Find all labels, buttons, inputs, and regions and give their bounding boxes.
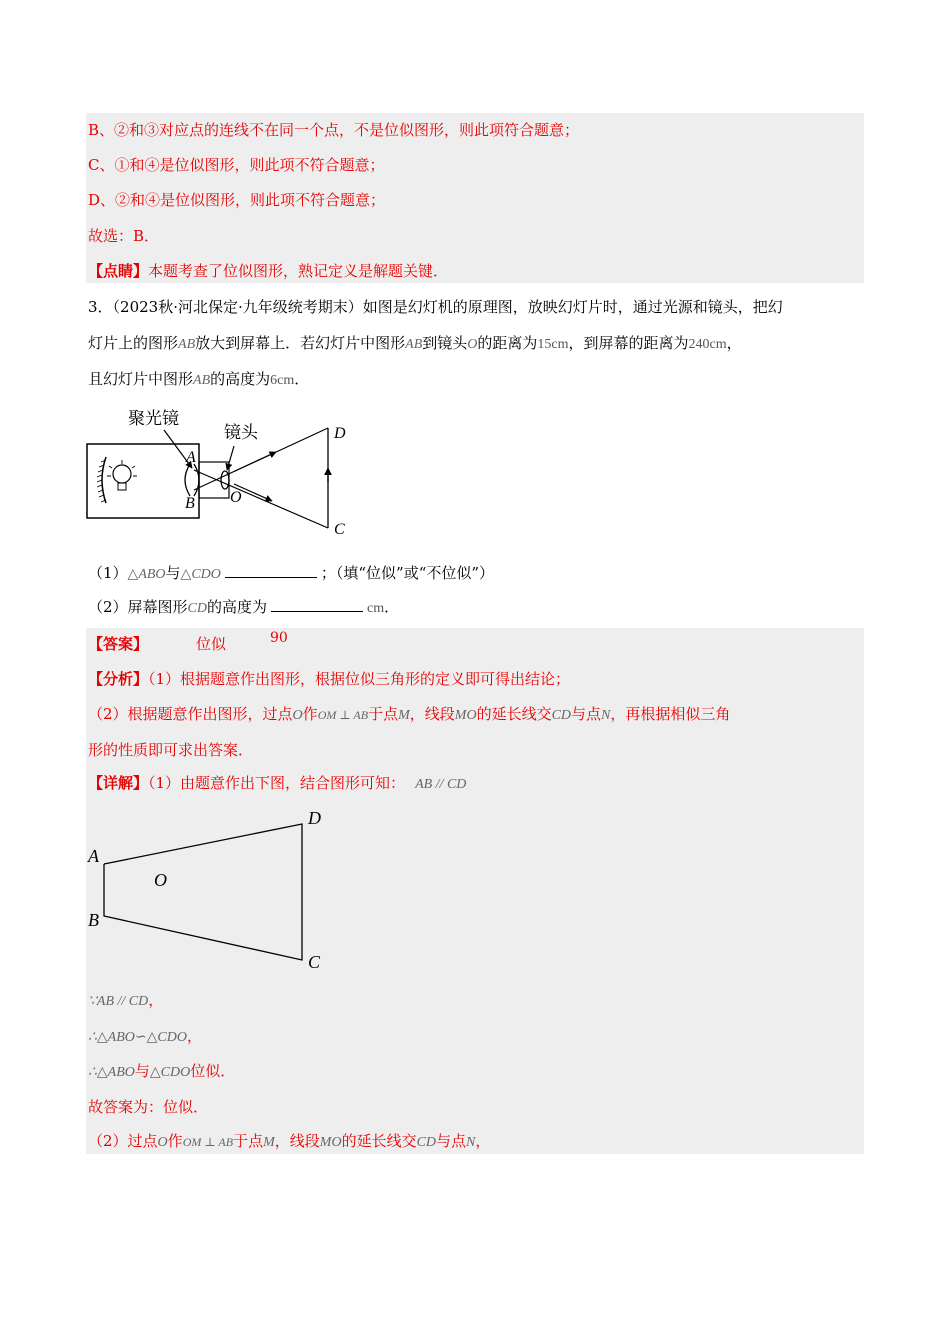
math-mo: MO: [319, 1135, 342, 1150]
ray-a-c: [194, 470, 328, 528]
a-text: ，线段: [409, 705, 455, 723]
math-o: O: [292, 708, 303, 723]
proof-line-1: [88, 990, 163, 1012]
proof-line-3: [88, 1061, 235, 1083]
math-m: M: [263, 1135, 275, 1150]
point-a: A: [186, 449, 196, 466]
math-om-perp-ab: OM ⊥ AB: [182, 1135, 234, 1149]
arrow-head-upper: [234, 452, 276, 472]
question-source: （2023秋·河北保定·九年级统考期末）: [112, 298, 363, 316]
proof-line-2: [88, 1026, 202, 1048]
point-c: C: [308, 952, 321, 972]
a-text: ，再根据相似三角: [610, 705, 731, 723]
condenser-lens: [185, 464, 199, 496]
p-text: 与: [134, 1062, 150, 1080]
question-number: 3．: [88, 298, 113, 316]
a-text: 作: [302, 705, 318, 723]
math-o: O: [157, 1135, 168, 1150]
q-text: 与: [165, 564, 181, 582]
answer-blank-1[interactable]: [225, 563, 317, 578]
comment-line: [88, 261, 448, 281]
answer-tag: 【答案】: [88, 635, 149, 653]
a-text: 的延长线交: [476, 705, 552, 723]
math-cd: CD: [187, 601, 207, 616]
detail-line-1: [88, 773, 466, 795]
q-text: 的高度为: [207, 598, 268, 616]
point-d: D: [308, 808, 321, 828]
q-text: ，: [726, 334, 742, 352]
p-text: （2）过点: [88, 1132, 158, 1150]
q-text: ．: [294, 370, 310, 388]
analysis-text: （1）根据题意作出图形，根据位似三角形的定义即可得出结论；: [148, 670, 571, 688]
projector-figure: [84, 402, 364, 542]
a-text: 与点: [571, 705, 602, 723]
q-text: ，到屏幕的距离为: [568, 334, 689, 352]
label-lens: 镜头: [224, 423, 258, 442]
lens-tube: [199, 462, 229, 498]
comment-tag: 【点睛】: [88, 262, 149, 280]
math-tri-cdo: △CDO: [180, 567, 221, 582]
lens-pointer: [227, 446, 234, 470]
math-ab: AB: [405, 337, 423, 352]
option-b-line: B、②和③对应点的连线不在同一个点，不是位似图形，则此项符合题意；: [88, 121, 580, 139]
p-text: ，: [148, 991, 164, 1009]
math-240cm: 240cm: [688, 337, 727, 352]
projector-lens: [221, 471, 229, 489]
p-text: ，: [186, 1027, 202, 1045]
sub-question-1: [88, 563, 494, 585]
q-text: ；（填“位似”或“不位似”）: [320, 564, 495, 582]
p-text: ，线段: [274, 1132, 320, 1150]
a-text: （2）根据题意作出图形，过点: [88, 705, 293, 723]
math-o: O: [467, 337, 478, 352]
q-text: 且幻灯片中图形: [88, 370, 194, 388]
p-text: 的延长线交: [341, 1132, 417, 1150]
option-c-line: C、①和④是位似图形，则此项不符合题意；: [88, 156, 385, 174]
sub-question-2: [88, 597, 399, 619]
a-text: 于点: [368, 705, 399, 723]
point-b: B: [185, 495, 195, 512]
p-text: 作: [167, 1132, 183, 1150]
q-text: 灯片上的图形: [88, 334, 179, 352]
question-line-3: [88, 369, 309, 391]
q-text: 的距离为: [477, 334, 538, 352]
bulb-icon: [107, 460, 137, 490]
bowtie-shape: [104, 824, 302, 960]
option-d-line: D、②和④是位似图形，则此项不符合题意；: [88, 191, 386, 209]
q-text: 放大到屏幕上．若幻灯片中图形: [195, 334, 406, 352]
q-text: （1）: [88, 564, 128, 582]
math-cd: CD: [551, 708, 572, 723]
proof-line-5: [88, 1131, 490, 1153]
comment-text: 本题考查了位似图形，熟记定义是解题关键．: [148, 262, 449, 280]
q-text: ．: [384, 598, 400, 616]
p-text: 位似．: [190, 1062, 236, 1080]
answer-line: [88, 634, 148, 654]
math-15cm: 15cm: [537, 337, 569, 352]
math-tri-abo: △ABO: [127, 567, 166, 582]
point-d: D: [334, 425, 346, 442]
point-b: B: [88, 910, 99, 930]
p-text: ，: [475, 1132, 491, 1150]
question-line-1: [88, 297, 783, 317]
math-n: N: [601, 708, 611, 723]
math-tri-cdo: △CDO: [149, 1065, 191, 1080]
math-cm: cm: [367, 601, 385, 616]
answer-2: 90: [270, 630, 288, 646]
math-ab-parallel-cd: AB // CD: [415, 777, 467, 792]
math-6cm: 6cm: [270, 373, 295, 388]
math-ab: AB: [178, 337, 196, 352]
math-therefore: ∴△ABO: [88, 1065, 135, 1080]
point-o: O: [230, 489, 242, 506]
q-text: 到镜头: [422, 334, 468, 352]
analysis-line-1: [88, 669, 570, 689]
label-condenser: 聚光镜: [128, 409, 179, 428]
math-cd: CD: [416, 1135, 437, 1150]
point-c: C: [334, 521, 345, 538]
proof-line-4: 故答案为：位似．: [88, 1098, 209, 1116]
math-n: N: [466, 1135, 476, 1150]
math-because: ∵AB // CD: [88, 994, 149, 1009]
q-text: 的高度为: [210, 370, 271, 388]
answer-blank-2[interactable]: [271, 597, 363, 612]
choose-line: 故选：B．: [88, 227, 160, 245]
q-text: （2）屏幕图形: [88, 598, 188, 616]
point-o: O: [154, 870, 167, 890]
detail-text: （1）由题意作出下图，结合图形可知：: [148, 774, 406, 792]
answer-1: 位似: [196, 635, 227, 653]
reflector: [102, 457, 106, 503]
math-om-perp-ab: OM ⊥ AB: [317, 708, 369, 722]
math-m: M: [398, 708, 410, 723]
detail-tag: 【详解】: [88, 774, 149, 792]
question-line-2: [88, 333, 742, 355]
point-a: A: [88, 846, 99, 866]
question-text-1: 如图是幻灯机的原理图，放映幻灯片时，通过光源和镜头，把幻: [362, 298, 783, 316]
p-text: 与点: [436, 1132, 467, 1150]
analysis-line-2: [88, 704, 730, 726]
analysis-tag: 【分析】: [88, 670, 149, 688]
bowtie-figure: [84, 808, 334, 978]
math-similar: ∴△ABO∽△CDO: [88, 1030, 187, 1045]
p-text: 于点: [233, 1132, 264, 1150]
math-ab: AB: [193, 373, 211, 388]
math-mo: MO: [454, 708, 477, 723]
analysis-line-3: 形的性质即可求出答案．: [88, 741, 254, 759]
